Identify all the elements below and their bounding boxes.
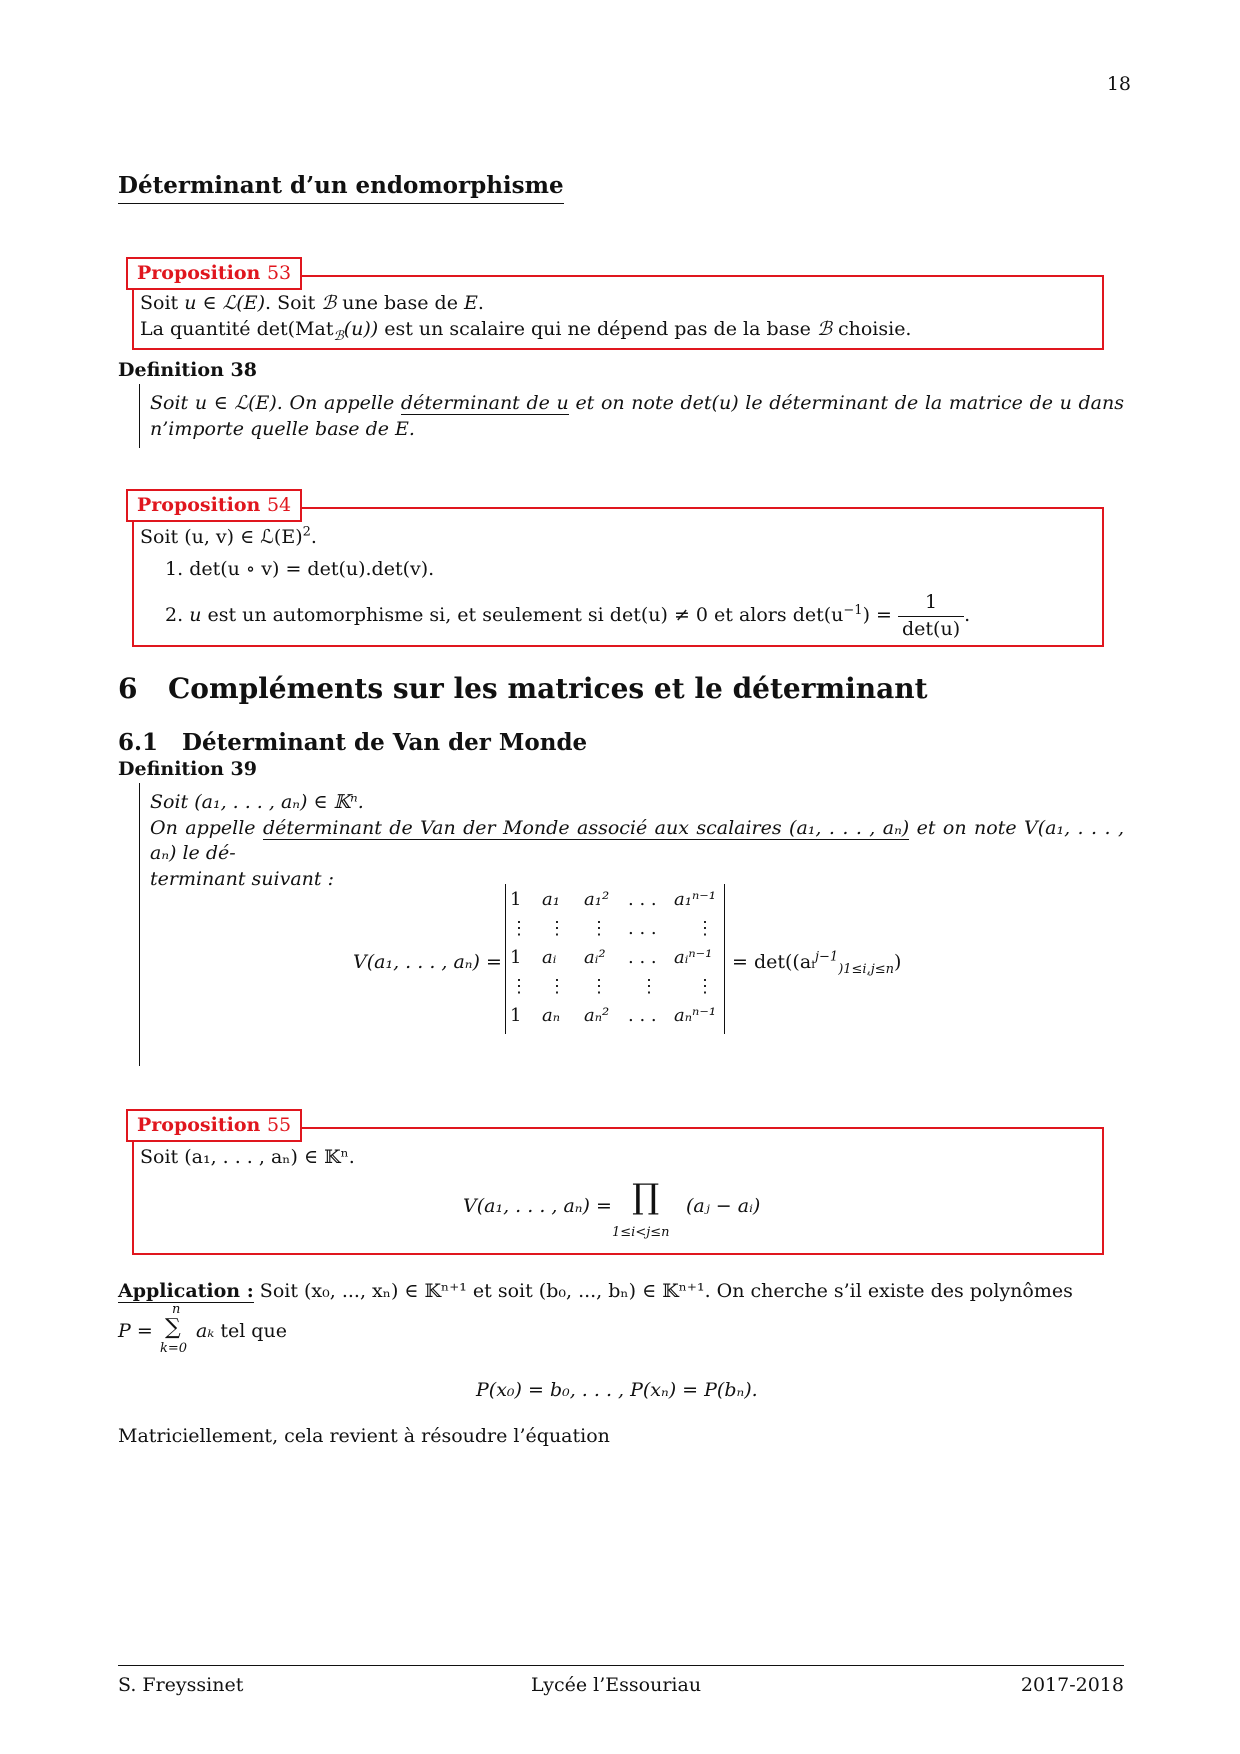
sum-top: n [172, 1302, 181, 1317]
section-title-text: Compléments sur les matrices et le déterminant [168, 672, 928, 705]
prop53-text: . Soit [264, 292, 316, 314]
prop55-prod-index: 1≤i<j≤n [612, 1225, 670, 1240]
vandermonde-matrix [505, 884, 725, 1034]
def38-body [150, 391, 1124, 442]
matrix-cell: aₙ² [584, 1005, 610, 1026]
def38-label: Definition 38 [118, 359, 257, 381]
prop54-label [126, 489, 302, 522]
matrix-cell: aₙ [542, 1005, 561, 1026]
prop54-item2-f: ) = [862, 604, 892, 627]
matrix-cell: ⋮ [696, 918, 714, 939]
prop54-item2-c: det(u) ≠ 0 [609, 604, 708, 627]
footer-author: S. Freyssinet [118, 1674, 244, 1696]
prop53-text: une base de [342, 292, 458, 314]
prop54-item1-text: det(u ∘ v) = det(u).det(v). [189, 558, 435, 580]
prop53-text: est un scalaire qui ne dépend pas de la base [384, 317, 811, 340]
matrix-cell: aᵢ [542, 947, 557, 968]
matrix-cell: a₁ⁿ⁻¹ [674, 889, 716, 910]
vdm-rhs-end: ) [894, 951, 902, 973]
prop53-math: det(Mat [256, 317, 334, 340]
matrix-cell: 1 [510, 1005, 522, 1026]
matrix-cell: . . . [628, 889, 657, 910]
prop54-intro: Soit (u, v) ∈ $ℒ(E)^2$. [140, 524, 317, 548]
def39-line2-a: On appelle [150, 816, 256, 839]
prop55-label [126, 1109, 302, 1142]
prop54-item2-num: 2. [165, 604, 184, 627]
vdm-rhs-exp: j−1 [814, 949, 839, 965]
matrix-cell: aᵢⁿ⁻¹ [674, 947, 713, 968]
prop54-item2-d: et alors [714, 604, 787, 627]
prop53-math: E [464, 292, 478, 314]
prop55-label-text: Proposition [137, 1114, 261, 1136]
prop54-intro-exp: 2 [302, 524, 311, 540]
prop54-item2-exp: −1 [843, 602, 863, 618]
matrix-cell: a₁ [542, 889, 560, 910]
prop53-text: choisie. [837, 317, 912, 340]
prop54-item1 [165, 557, 434, 583]
prop53-line1 [140, 291, 911, 317]
matrix-cell: ⋮ [510, 918, 528, 939]
footer-rule [118, 1665, 1124, 1666]
vdm-rhs-sub: )1≤i,j≤n [838, 961, 895, 977]
matrix-cell: ⋮ [590, 918, 608, 939]
prop53-text: Soit [140, 292, 179, 314]
section-title [118, 670, 928, 708]
vandermonde-rhs [732, 950, 901, 976]
prop53-math: u ∈ ℒ(E) [184, 292, 265, 314]
section-number: 6 [118, 672, 138, 705]
footer-school: Lycée l’Essouriau [531, 1674, 702, 1696]
application-tail: tel que [220, 1320, 287, 1342]
matrix-cell: ⋮ [696, 976, 714, 997]
def39-bar [139, 783, 140, 1066]
matrix-cell: 1 [510, 947, 522, 968]
prop54-item2-b: est un automorphisme si, et seulement si [207, 604, 604, 627]
prop53-label [126, 257, 302, 290]
subsection-number: 6.1 [118, 729, 159, 756]
def38-bar [139, 384, 140, 448]
prop53-math-sub: ℬ [333, 328, 344, 344]
prop55-number: 55 [266, 1114, 292, 1136]
def39-line2 [150, 816, 1124, 867]
matrix-cell: aᵢ² [584, 947, 606, 968]
application-p-rest [196, 1319, 287, 1345]
matrix-cell: . . . [628, 947, 657, 968]
subsection-heading: Déterminant d’un endomorphisme [118, 170, 564, 204]
def38-text-b: et on note det(u) le déterminant de la matrice de u dans n’importe quelle base de E. [150, 392, 1124, 440]
matrix-cell: ⋮ [548, 976, 566, 997]
matrix-cell: . . . [628, 1005, 657, 1026]
prop55-prod-symbol: ∏ [632, 1177, 660, 1217]
prop54-number: 54 [266, 494, 292, 516]
prop54-label-text: Proposition [137, 494, 261, 516]
prop53-math: ℬ [321, 292, 337, 314]
application-line1 [118, 1279, 1124, 1305]
prop54-frac-den: det(u) [902, 617, 961, 640]
prop53-line2 [140, 317, 911, 343]
def38-term: déterminant de u [400, 392, 569, 414]
prop53-label-text: Proposition [137, 262, 261, 284]
matrix-cell: ⋮ [590, 976, 608, 997]
prop55-formula-lhs: V(a₁, . . . , aₙ) = [463, 1195, 612, 1217]
matrix-cell: ⋮ [640, 976, 658, 997]
vandermonde-lhs: V(a₁, . . . , aₙ) = [353, 951, 502, 973]
prop53-math: ℬ [816, 317, 832, 340]
prop53-text: La quantité [140, 317, 251, 340]
def39-term: déterminant de Van der Monde associé aux scalaires (a₁, . . . , aₙ) [262, 816, 910, 839]
application-label: Application : [118, 1280, 254, 1302]
prop55-formula-rhs: (aⱼ − aᵢ) [686, 1195, 761, 1217]
subsection-title [118, 727, 587, 758]
matrix-cell: a₁² [584, 889, 610, 910]
def39-body [150, 790, 1124, 893]
prop53-body [140, 291, 911, 342]
def39-line1: Soit (a₁, . . . , aₙ) ∈ 𝕂ⁿ. [150, 791, 364, 813]
matrix-cell: ⋮ [510, 976, 528, 997]
application-ak: aₖ [196, 1320, 215, 1342]
def39-label: Definition 39 [118, 758, 257, 780]
page-number: 18 [1106, 73, 1131, 95]
matrix-cell: . . . [628, 918, 657, 939]
def39-line2-b: et on note V(a₁, . . . , aₙ) le dé- [150, 816, 1124, 865]
prop53-text: . [477, 292, 484, 314]
matrix-cell: aₙⁿ⁻¹ [674, 1005, 717, 1026]
prop54-fraction [898, 590, 964, 642]
application-text: Soit (x₀, ..., xₙ) ∈ 𝕂ⁿ⁺¹ et soit (b₀, ..., bₙ) ∈ 𝕂ⁿ⁺¹. On cherche s’il existe des polynômes [259, 1280, 1073, 1302]
prop54-item2: 2. u est un automorphisme si, et seulement si det(u) ≠ 0 et alors $\det(u^{-1})$ = $\frac{1}{\det(u)}$ . [165, 590, 970, 642]
application-equation: P(x₀) = b₀, . . . , P(xₙ) = P(bₙ). [476, 1379, 758, 1401]
sum-bottom: k=0 [160, 1341, 188, 1356]
sum-symbol: ∑ [165, 1315, 181, 1340]
prop54-item2-a: u [189, 604, 202, 627]
vdm-rhs-text: = det((aᵢ [732, 951, 815, 973]
prop54-item1-num: 1. [165, 558, 184, 580]
matrix-cell: ⋮ [548, 918, 566, 939]
footer-year: 2017-2018 [1020, 1674, 1124, 1696]
prop53-math: (u)) [343, 317, 379, 340]
def39-line3: terminant suivant : [150, 867, 334, 890]
prop55-intro: Soit (a₁, . . . , aₙ) ∈ 𝕂ⁿ. [140, 1146, 355, 1168]
prop53-number: 53 [266, 262, 292, 284]
application-closing: Matriciellement, cela revient à résoudre l’équation [118, 1425, 610, 1447]
def38-text-a: Soit u ∈ ℒ(E). On appelle [150, 392, 395, 414]
prop54-frac-num: 1 [898, 590, 964, 617]
matrix-cell: 1 [510, 889, 522, 910]
subsection-title-text: Déterminant de Van der Monde [182, 729, 588, 756]
application-p-eq: P = [118, 1320, 153, 1342]
prop54-intro-text: Soit (u, v) ∈ ℒ(E) [140, 526, 303, 548]
prop54-item2-e: det(u [792, 604, 844, 627]
